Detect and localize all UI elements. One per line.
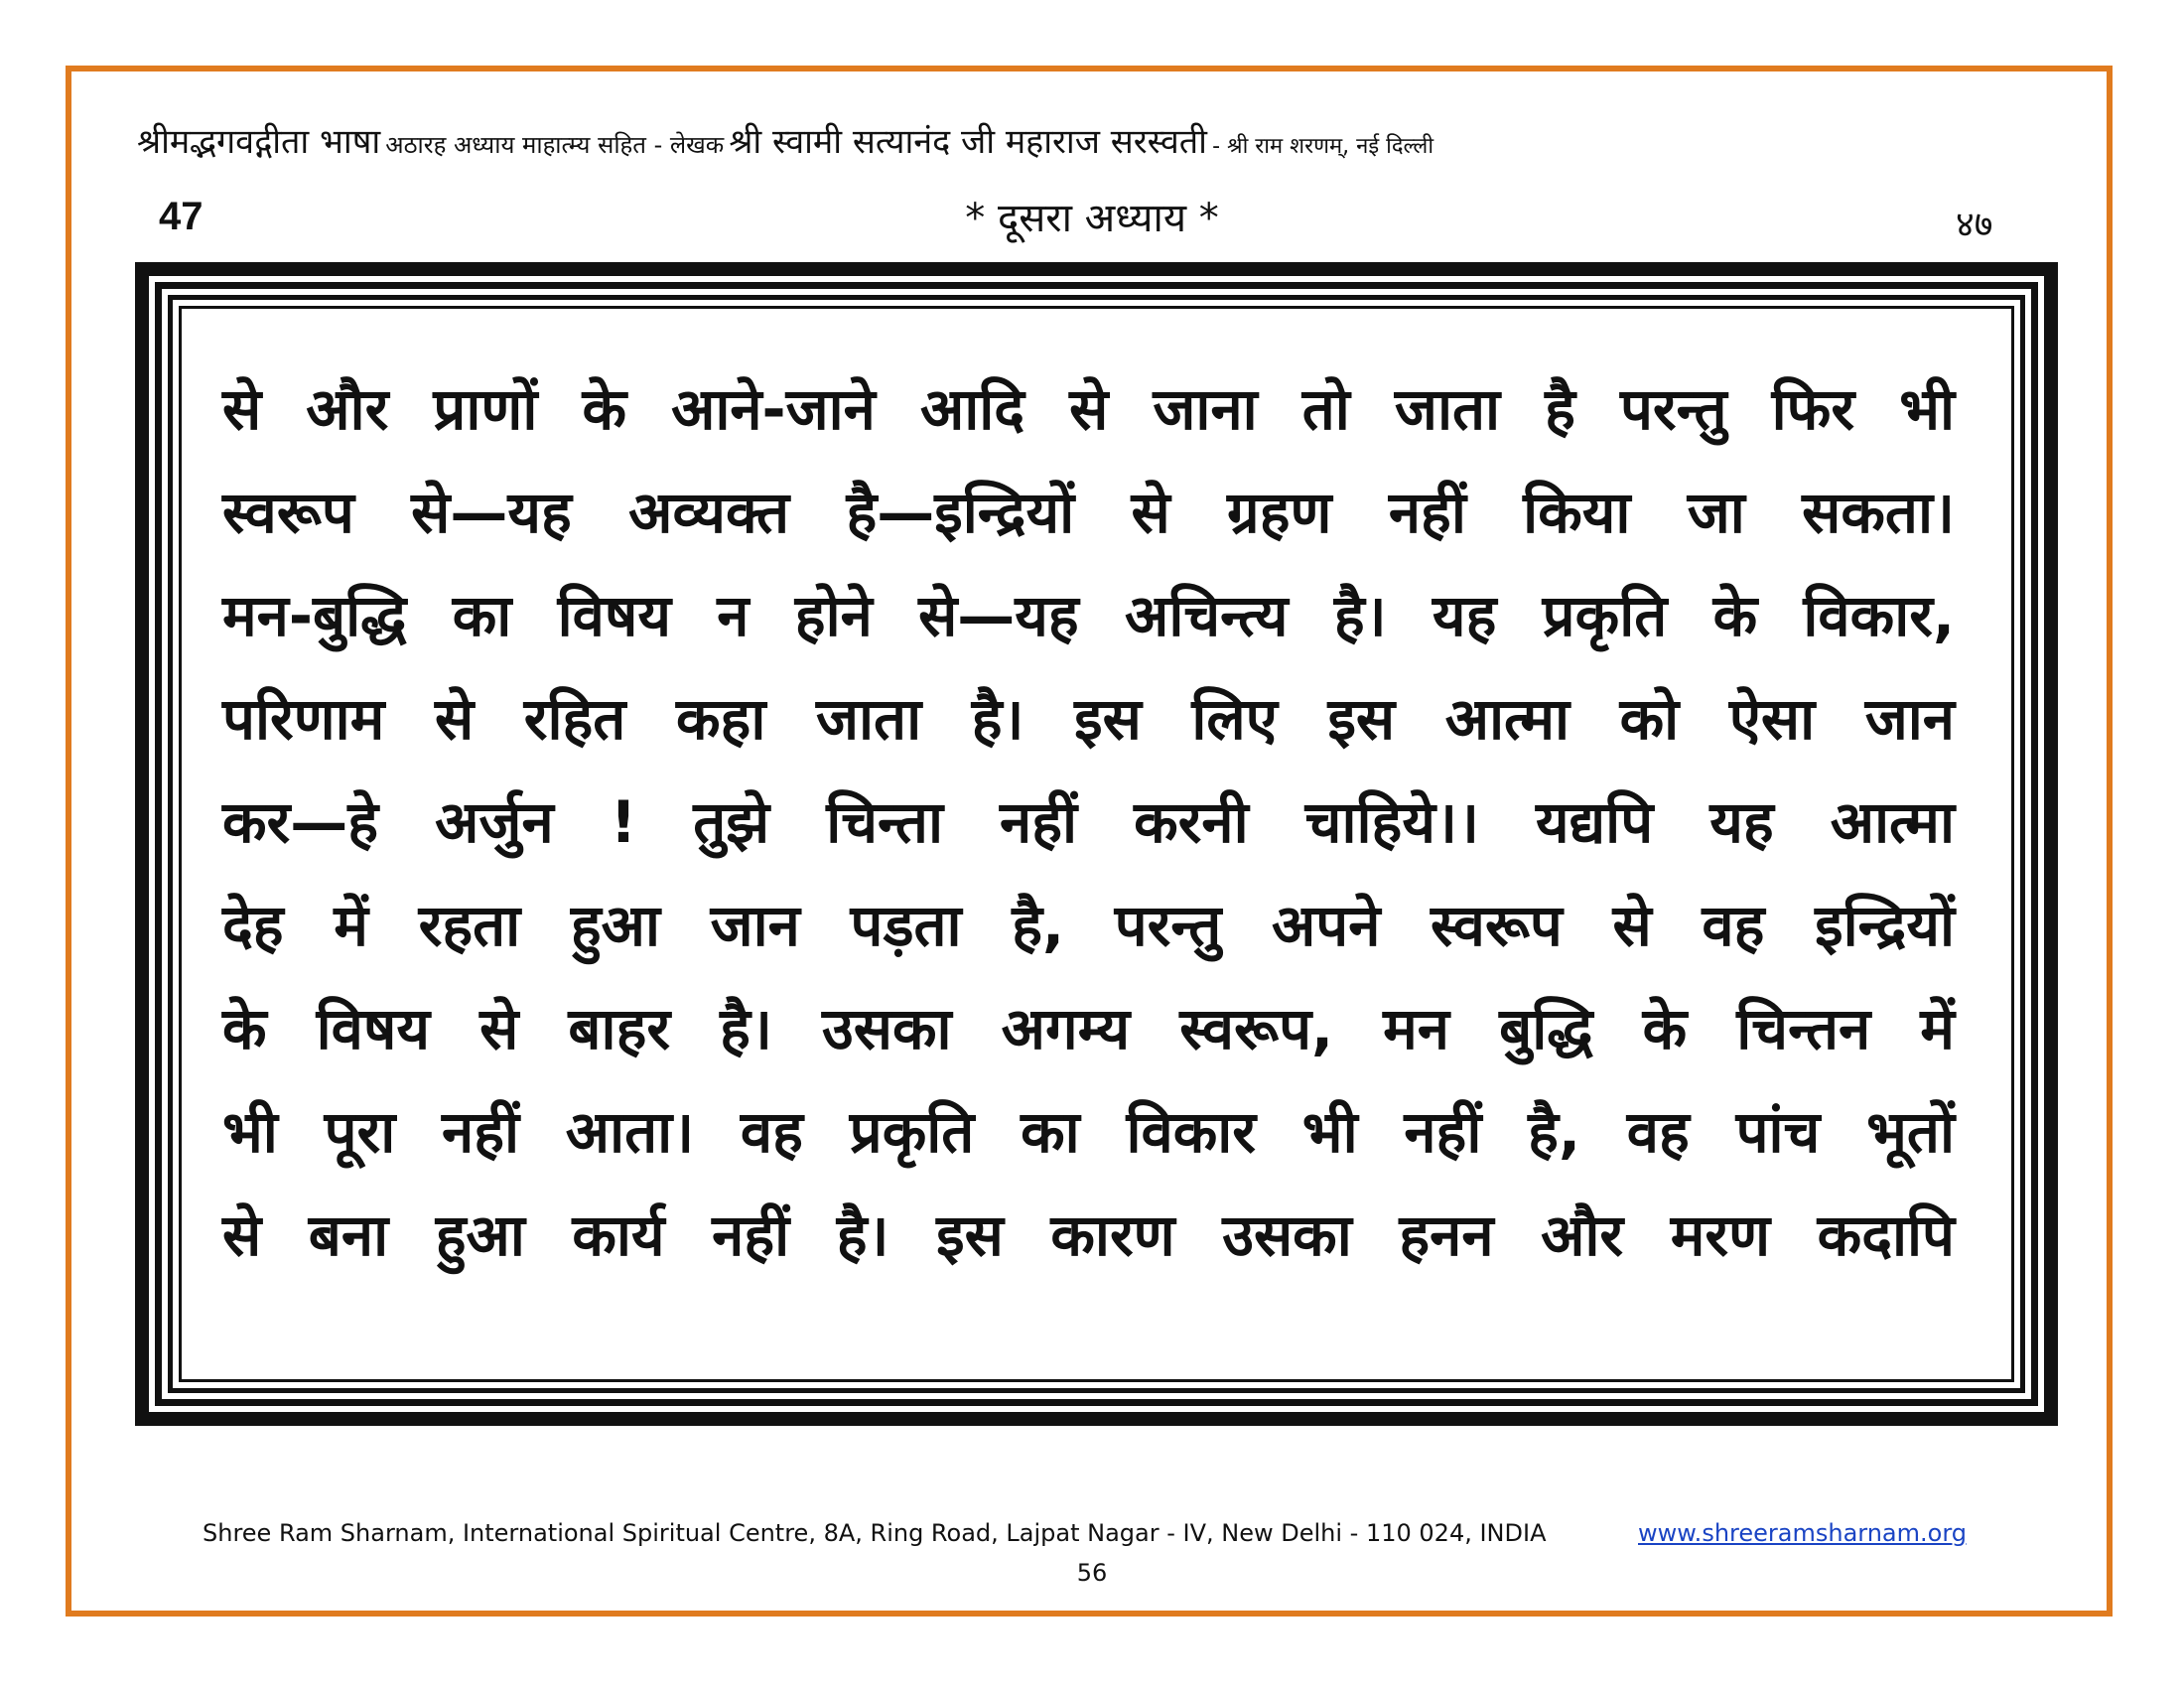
- body-text: [222, 357, 1955, 1287]
- page-number-arabic: 47: [159, 195, 204, 238]
- body-line: कर—हे अर्जुन ! तुझे चिन्ता नहीं करनी चाहिये।। यद्यपि यह आत्मा: [222, 788, 1955, 856]
- body-line: से बना हुआ कार्य नहीं है। इस कारण उसका हनन और मरण कदापि: [222, 1201, 1955, 1269]
- body-line: परिणाम से रहित कहा जाता है। इस लिए इस आत्मा को ऐसा जान: [222, 685, 1955, 753]
- body-line: के विषय से बाहर है। उसका अगम्य स्वरूप, मन बुद्धि के चिन्तन में: [222, 995, 1955, 1062]
- book-title: श्रीमद्भगवद्गीता भाषा: [137, 122, 381, 162]
- book-subtitle: अठारह अध्याय माहात्म्य सहित - लेखक: [385, 131, 725, 159]
- body-line: मन-बुद्धि का विषय न होने से—यह अचिन्त्य है। यह प्रकृति के विकार,: [222, 582, 1955, 649]
- pdf-page-number: 56: [1076, 1559, 1108, 1587]
- header-separator: -: [1212, 134, 1227, 159]
- author-name: श्री स्वामी सत्यानंद जी महाराज सरस्वती: [729, 122, 1207, 162]
- footer-address: Shree Ram Sharnam, International Spiritual Centre, 8A, Ring Road, Lajpat Nagar - IV, New Delhi - 110 024, INDIA: [203, 1519, 1547, 1547]
- body-line: स्वरूप से—यह अव्यक्त है—इन्द्रियों से ग्रहण नहीं किया जा सकता।: [222, 479, 1955, 546]
- running-header: [137, 117, 2063, 163]
- page-number-devanagari: ४७: [1956, 205, 1993, 245]
- chapter-title: * दूसरा अध्याय *: [965, 196, 1219, 241]
- body-line: देह में रहता हुआ जान पड़ता है, परन्तु अपने स्वरूप से वह इन्द्रियों: [222, 892, 1955, 959]
- body-line: से और प्राणों के आने-जाने आदि से जाना तो जाता है परन्तु फिर भी: [222, 375, 1955, 443]
- website-link[interactable]: www.shreeramsharnam.org: [1638, 1519, 1968, 1547]
- publisher-name: श्री राम शरणम्, नई दिल्ली: [1227, 134, 1434, 159]
- body-line: भी पूरा नहीं आता। वह प्रकृति का विकार भी नहीं है, वह पांच भूतों: [222, 1098, 1955, 1166]
